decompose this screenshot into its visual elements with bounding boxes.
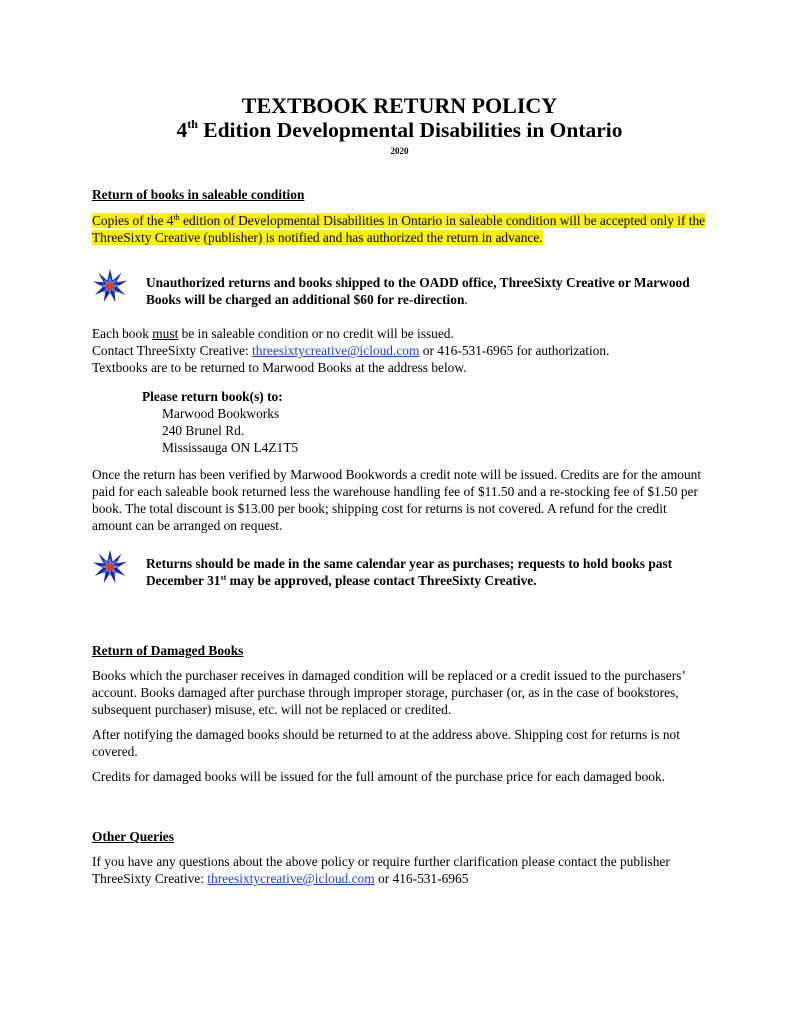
highlighted-notice: [92, 212, 707, 246]
saleable-condition-line: [92, 325, 707, 342]
subtitle-edition-suffix: th: [187, 117, 198, 131]
contact-post: or 416-531-6965 for authorization.: [419, 343, 610, 358]
email-link[interactable]: threesixtycreative@icloud.com: [252, 343, 420, 358]
damaged-paragraph-1: Books which the purchaser receives in damaged condition will be replaced or a credit issued to the purchasers’ account. Books damaged after purchase through improper storage, purchaser (or, as in the case of bookstores, subsequent purchaser) misuse, etc. will not be replaced or credited.: [92, 668, 685, 717]
line1-underlined: must: [152, 326, 179, 341]
line1-pre: Each book: [92, 326, 153, 341]
section-heading-saleable: Return of books in saleable condition: [92, 187, 305, 202]
address-heading: Please return book(s) to:: [142, 389, 283, 404]
section-heading-queries: Other Queries: [92, 829, 174, 844]
highlight-sup: th: [173, 213, 180, 222]
section-heading-damaged: Return of Damaged Books: [92, 643, 244, 658]
subtitle-text: Edition Developmental Disabilities in Ontario: [197, 118, 623, 142]
address-line-2: 240 Brunel Rd.: [162, 423, 245, 438]
email-link[interactable]: threesixtycreative@icloud.com: [207, 871, 375, 886]
document-title: TEXTBOOK RETURN POLICY: [241, 93, 558, 118]
contact-line: [92, 342, 707, 359]
line1-post: be in saleable condition or no credit will be issued.: [178, 326, 454, 341]
highlight-pre: Copies of the 4: [92, 213, 174, 228]
document-subtitle: [92, 118, 707, 143]
address-line-1: Marwood Bookworks: [162, 406, 280, 421]
starburst-icon: [92, 549, 128, 585]
highlight-post: edition of Developmental Disabilities in Ontario in saleable condition will be accepted only if the ThreeSixty Creative (publisher) is notified and has authorized the return in advance.: [92, 213, 706, 245]
callout1-period: .: [464, 292, 468, 307]
starburst-icon: [92, 268, 128, 304]
callout-calendar-year: [92, 555, 707, 589]
damaged-paragraph-2: After notifying the damaged books should be returned to at the address above. Shipping cost for returns is not covered.: [92, 727, 680, 759]
return-destination-line: Textbooks are to be returned to Marwood Books at the address below.: [92, 360, 467, 375]
address-line-3: Mississauga ON L4Z1T5: [162, 440, 299, 455]
queries-paragraph: [92, 853, 707, 887]
queries-pre: If you have any questions about the above policy or require further clarification please contact the publisher ThreeSixty Creative:: [92, 854, 670, 886]
callout-unauthorized-returns: [92, 274, 707, 308]
subtitle-edition-number: 4: [176, 118, 188, 142]
callout2-pre: Returns should be made in the same calendar year as purchases; requests to hold books past December 31: [146, 556, 673, 588]
callout1-text: Unauthorized returns and books shipped to the OADD office, ThreeSixty Creative or Marwood Books will be charged an additional $60 for re-direction: [146, 275, 690, 307]
document-year: 2020: [390, 146, 409, 156]
queries-post: or 416-531-6965: [374, 871, 469, 886]
highlight-span-1: [92, 213, 705, 245]
damaged-paragraph-3: Credits for damaged books will be issued for the full amount of the purchase price for each damaged book.: [92, 769, 666, 784]
callout2-sup: st: [220, 573, 227, 582]
return-address-block: [142, 388, 707, 456]
credit-note-paragraph: Once the return has been verified by Marwood Bookwords a credit note will be issued. Credits are for the amount paid for each saleable book returned less the warehouse handling fee of $11.50 and a re-stocking fee of $1.50 per book. The total discount is $13.00 per book; shipping cost for returns is not covered. A refund for the credit amount can be arranged on request.: [92, 467, 702, 533]
contact-pre: Contact ThreeSixty Creative:: [92, 343, 253, 358]
callout2-post: may be approved, please contact ThreeSixty Creative.: [226, 573, 537, 588]
